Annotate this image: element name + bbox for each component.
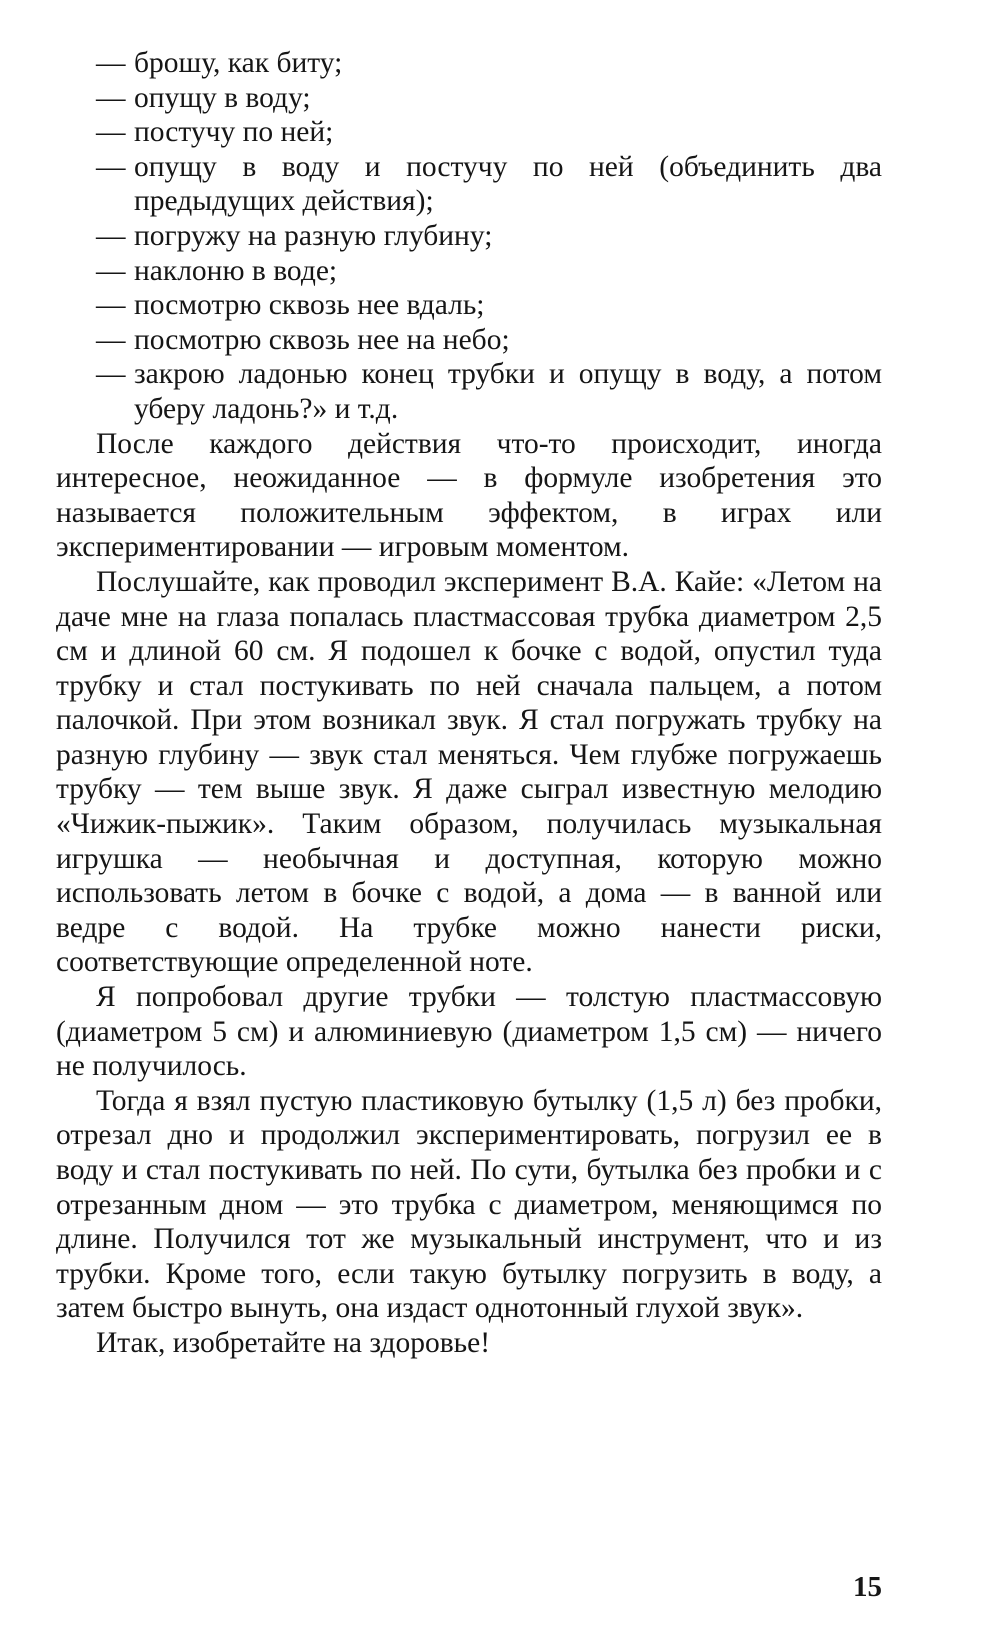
dash-mark: — xyxy=(96,81,126,114)
paragraph-other-tubes: Я попробовал другие трубки — толстую пластмассовую (диаметром 5 см) и алюминиевую (диаметром 1,5 см) — ничего не получилось. xyxy=(56,981,882,1083)
paragraph-effect: После каждого действия что-то происходит, иногда интересное, неожиданное — в формуле изобретения это называется положительным эффектом, в играх или экспериментировании — игровым моментом. xyxy=(56,427,882,564)
list-item xyxy=(96,357,882,426)
list-item xyxy=(96,46,882,81)
list-item-text: брошу, как биту; xyxy=(134,47,343,79)
list-item xyxy=(96,115,882,150)
list-item-text: опущу в воду; xyxy=(134,81,311,114)
list-item-text: посмотрю сквозь нее на небо; xyxy=(134,323,510,356)
list-item-text: постучу по ней; xyxy=(134,116,334,149)
list-item-text: наклоню в воде; xyxy=(134,254,338,287)
list-item xyxy=(96,150,882,219)
list-item xyxy=(96,81,882,116)
dash-mark: — xyxy=(96,47,126,79)
list-item xyxy=(96,323,882,358)
list-item-text: закрою ладонью конец трубки и опущу в воду, а потом уберу ладонь?» и т.д. xyxy=(134,358,882,425)
dash-mark: — xyxy=(96,219,126,252)
list-item-text: опущу в воду и постучу по ней (объединить два предыдущих действия); xyxy=(134,150,882,218)
list-item xyxy=(96,219,882,254)
list-item xyxy=(96,254,882,289)
dash-mark: — xyxy=(96,358,126,391)
dash-mark: — xyxy=(96,150,126,183)
paragraph-experiment: Послушайте, как проводил эксперимент В.А. Кайе: «Летом на даче мне на глаза попалась пластмассовая трубка диаметром 2,5 см и длиной 60 см. Я подошел к бочке с водой, опустил туда трубку и стал постукивать по ней сначала пальцем, а потом палочкой. При этом возникал звук. Я стал погружать трубку на разную глубину — звук стал меняться. Чем глубже погружаешь трубку — тем выше звук. Я даже сыграл известную мелодию «Чижик-пыжик». Таким образом, получилась музыкальная игрушка — необычная и доступная, которую можно использовать летом в бочке с водой, а дома — в ванной или ведре с водой. На трубке можно нанести риски, соответствующие определенной ноте. xyxy=(56,565,882,979)
dash-mark: — xyxy=(96,116,126,149)
paragraph-bottle: Тогда я взял пустую пластиковую бутылку (1,5 л) без пробки, отрезал дно и продолжил экспериментировать, погрузил ее в воду и стал постукивать по ней. По сути, бутылка без пробки и с отрезанным дном — это трубка с диаметром, меняющимся по длине. Получился тот же музыкальный инструмент, что и из трубки. Кроме того, если такую бутылку погрузить в воду, а затем быстро вынуть, она издаст однотонный глухой звук». xyxy=(56,1084,882,1325)
dash-mark: — xyxy=(96,323,126,356)
page-text-block xyxy=(56,46,882,1361)
list-item-text: погружу на разную глубину; xyxy=(134,219,493,252)
dash-mark: — xyxy=(96,254,126,287)
paragraph-closing: Итак, изобретайте на здоровье! xyxy=(96,1326,491,1359)
action-list xyxy=(96,46,882,427)
page-number: 15 xyxy=(853,1571,882,1603)
list-item-text: посмотрю сквозь нее вдаль; xyxy=(134,289,485,322)
dash-mark: — xyxy=(96,289,126,322)
list-item xyxy=(96,288,882,323)
